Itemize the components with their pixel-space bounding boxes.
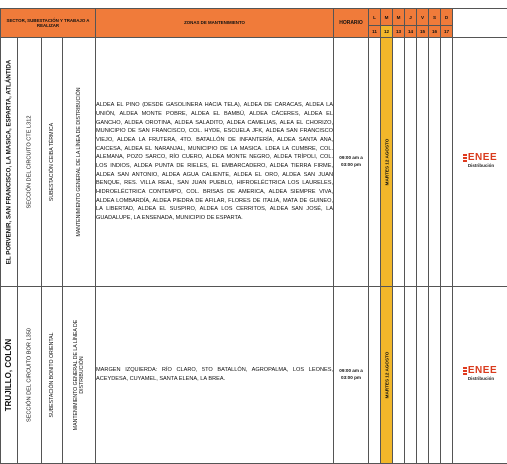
- table-row: [1, 38, 507, 287]
- day-letter: J: [405, 9, 417, 26]
- zones-header: ZONAS DE MANTENIMIENTO: [96, 9, 334, 38]
- day-letter: V: [417, 9, 429, 26]
- day-number: 11: [369, 26, 381, 38]
- logo-subtitle: Distribución: [468, 163, 497, 168]
- enee-logo-icon: [463, 154, 467, 163]
- substation-cell: [42, 38, 63, 287]
- logo-brand: ENEE: [468, 366, 497, 376]
- schedule-header: HORARIO: [334, 9, 369, 38]
- day-cell: [441, 38, 453, 287]
- day-number: 13: [393, 26, 405, 38]
- logo-brand: ENEE: [468, 153, 497, 163]
- time-start: 09:00 am a: [334, 368, 368, 375]
- sector-header: SECTOR, SUBESTACIÓN Y TRABAJO A REALIZAR: [1, 9, 96, 38]
- zones-description: ALDEA EL PINO (DESDE GASOLINERA HACIA TELA), ALDEA DE CARACAS, ALDEA LA UNIÓN, ALDEA MONTE POBRE, ALDEA EL BAMBÚ, ALDEA CÁCERES, ALDEA EL GANCHO, ALDEA OROTINA, ALDEA SALADITO, ALDEA CAMELIAS, ALEA EL CHORIZO, MUNICIPIO DE SAN FRANCISCO, COL. HYDE, ESCUELA JFK, ALDEA SAN FRANCISCO VIEJO, ALDEA LA FRUTERA, 4TO. BATALLÓN DE INFANTERÍA, ALDEA SANTA ANA, CAICESA, ALDEA EL NARANJAL, MUNICIPIO DE LA MASICA. LDEA LA CUMBRE, COL. ALEMANA, POZO SARCO, RÍO CUERO, ALDEA MONTE NEGRO, ALDEA TRÍPOLI, COL. LOS INDIOS, ALDEA PUNTA DE RIELES, EL EMBARCADERO, ALDEA TIERRA FIRME, ALDEA SAN ANTONIO, ALDEA AGUA CALIENTE, ALDEA EL ORO, ALDEA SAN JUAN BENQUE, RES. VILLA REAL, SAN JUAN PUEBLO, HIFROELÉCTRICA LOS LAURELES, HIDROELÉCTRICA CONTEMPO, COL. BRISAS DE AMERICA, ALDEA SIEMPRE VIVA, ALDEA LOMBARDÍA, ALDEA PIEDRA DE AFILAR, FLORES DE ITALIA, MATA DE GUINEO, LA LIBERTAD, ALDEA EL SUSPIRO, ALDEA LOS CERRITOS, ALDEA SAN JOSÉ, LA GUADALUPE, LA ENSENADA, MUNICIPIO DE ESPARTA.: [96, 38, 334, 287]
- header-row-days: [1, 9, 507, 26]
- sector-cell: [1, 38, 18, 287]
- day-number: 17: [441, 26, 453, 38]
- enee-logo: [463, 366, 497, 381]
- day-cell: [417, 287, 429, 464]
- day-cell: [369, 38, 381, 287]
- sector-label: EL PORVENIR, SAN FRANCISCO, LA MASICA, ESPARTA, ATLÁNTIDA: [5, 42, 12, 282]
- scheduled-day-cell: [381, 287, 393, 464]
- maintenance-schedule-table: [0, 8, 507, 464]
- day-cell: [405, 287, 417, 464]
- day-cell: [429, 38, 441, 287]
- time-cell: [334, 38, 369, 287]
- scheduled-day-cell: [381, 38, 393, 287]
- day-number: 15: [417, 26, 429, 38]
- circuit-cell: [18, 38, 42, 287]
- logo-subtitle: Distribución: [468, 376, 497, 381]
- time-end: 03:00 pm: [334, 375, 368, 382]
- circuit-cell: [18, 287, 42, 464]
- enee-logo: [463, 153, 497, 168]
- day-cell: [393, 38, 405, 287]
- substation-label: SUBESTACIÓN CEIBA TÉRMICA: [49, 62, 55, 262]
- logo-cell: [453, 38, 507, 287]
- enee-logo-icon: [463, 367, 467, 376]
- date-label: MARTES 12 AGOSTO: [384, 352, 390, 399]
- day-letter: S: [429, 9, 441, 26]
- time-end: 03:00 pm: [334, 162, 368, 169]
- substation-cell: [42, 287, 63, 464]
- logo-header-blank: [453, 9, 507, 38]
- work-label: MANTENIMIENTO GENERAL DE LA LÍNEA DE DISTRIBUCIÓN: [76, 42, 82, 282]
- date-label: MARTES 12 AGOSTO: [384, 139, 390, 186]
- day-letter: D: [441, 9, 453, 26]
- day-cell: [429, 287, 441, 464]
- sector-label: TRUJILLO, COLÓN: [4, 290, 14, 460]
- day-cell: [441, 287, 453, 464]
- work-cell: [63, 38, 96, 287]
- time-start: 09:00 am a: [334, 155, 368, 162]
- day-number: 16: [429, 26, 441, 38]
- day-letter: M: [393, 9, 405, 26]
- zones-description: MARGEN IZQUIERDA: RÍO CLARO, 5TO BATALLÓN, AGROPALMA, LOS LEONES, ACEYDESA, CUYAMEL, SANTA ELENA, LA BREA.: [96, 287, 334, 464]
- circuit-label: SECCIÓN DEL CIRCUITO CTE L312: [26, 62, 33, 262]
- day-cell: [417, 38, 429, 287]
- time-cell: [334, 287, 369, 464]
- day-cell: [369, 287, 381, 464]
- table-row: [1, 287, 507, 464]
- sector-cell: [1, 287, 18, 464]
- logo-cell: [453, 287, 507, 464]
- day-cell: [405, 38, 417, 287]
- day-number: 14: [405, 26, 417, 38]
- work-cell: [63, 287, 96, 464]
- day-cell: [393, 287, 405, 464]
- day-letter: L: [369, 9, 381, 26]
- substation-label: SUBESTACIÓN BONITO ORIENTAL: [49, 290, 55, 460]
- circuit-label: SECCIÓN DEL CIRCUITO BOR L350: [26, 290, 33, 460]
- day-number-highlighted: 12: [381, 26, 393, 38]
- day-letter: M: [381, 9, 393, 26]
- work-label: MANTENIMIENTO GENERAL DE LA LÍNEA DE DISTRIBUCIÓN: [73, 315, 85, 435]
